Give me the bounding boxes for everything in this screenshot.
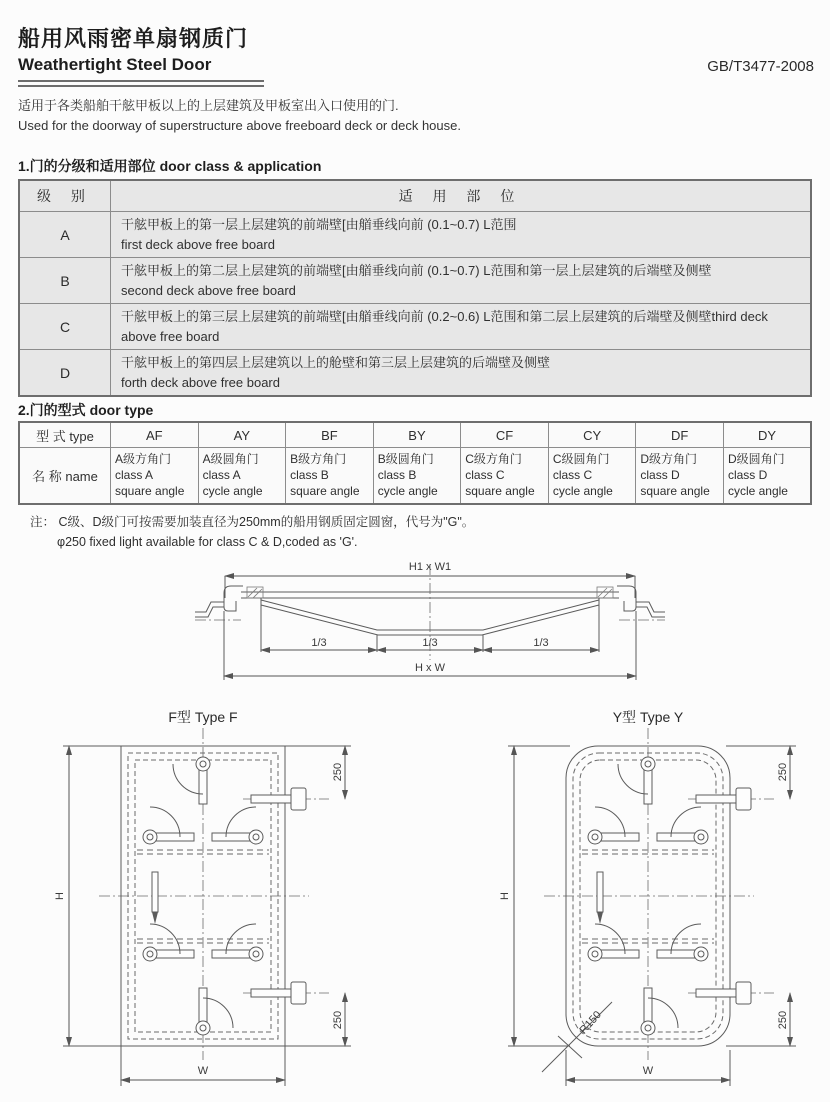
class-cell: D [19,350,111,397]
dim-label-h: H [499,892,511,900]
type-name-en2: square angle [465,484,535,499]
dog-clip [657,807,708,844]
row-header-name: 名 称 name [19,448,111,504]
type-f-label: F型 Type F [168,709,238,725]
application-cell [111,304,812,350]
type-name-zh: B级圆角门 [377,452,434,466]
application-en: first deck above free board [121,236,275,252]
application-zh: 干舷甲板上的第二层上层建筑的前端壁[由艏垂线向前 (0.1~0.7) L范围和第一层上层建筑的后端壁及侧壁 [121,263,712,278]
type-code: BY [373,422,461,448]
type-name-en1: class D [727,468,768,483]
type-name-en2: square angle [290,484,360,499]
type-code: DY [723,422,811,448]
intro-en: Used for the doorway of superstructure above freeboard deck or deck house. [18,118,461,133]
table-row [19,350,811,397]
dim-label-250: 250 [777,762,789,782]
type-name-cell [286,448,374,504]
class-cell: A [19,212,111,258]
hinge [243,982,329,1004]
type-name-cell [548,448,636,504]
type-code: AY [198,422,286,448]
dog-clip [618,757,655,804]
door-drawing-type-f [45,706,375,1102]
type-name-en1: class B [377,468,417,483]
dog-clip [588,807,639,844]
col-header-application: 适 用 部 位 [111,180,812,212]
type-name-cell [198,448,286,504]
type-name-cell [636,448,724,504]
dim-label-250: 250 [332,762,344,782]
application-zh: 干舷甲板上的第一层上层建筑的前端壁[由艏垂线向前 (0.1~0.7) L范围 [121,217,517,232]
page-header [18,22,264,87]
dog-clip [196,988,233,1035]
page-subtitle: Weathertight Steel Door [18,55,212,74]
intro-zh: 适用于各类船舶干舷甲板以上的上层建筑及甲板室出入口使用的门. [18,98,399,113]
dim-label-hw: H x W [415,662,445,674]
application-cell [111,350,812,397]
type-name-en1: class A [115,468,154,483]
dim-label-r150: R150 [577,1008,605,1037]
dim-label-250: 250 [332,1010,344,1030]
type-name-en1: class C [552,468,593,483]
type-name-zh: A级圆角门 [202,452,259,466]
type-name-en2: cycle angle [202,484,263,499]
application-en: third deck above free board [121,309,768,344]
type-name-en2: square angle [640,484,710,499]
door-section-drawing [195,558,665,696]
intro-text [18,96,778,136]
type-name-cell [111,448,199,504]
footnote-en: φ250 fixed light available for class C & D,coded as 'G'. [57,535,358,549]
type-name-zh: D级圆角门 [727,452,785,466]
type-name-en2: square angle [115,484,185,499]
type-name-en1: class C [465,468,505,483]
col-header-type: 型 式 type [19,422,111,448]
radius-callout [542,1002,612,1072]
type-name-en2: cycle angle [727,484,788,499]
dim-label-250: 250 [777,1010,789,1030]
type-code: AF [111,422,199,448]
application-text [121,307,800,346]
dog-clip [641,988,678,1035]
class-cell: C [19,304,111,350]
type-name-en2: cycle angle [377,484,438,499]
dim-label-third: 1/3 [422,637,438,649]
type-name-cell [723,448,811,504]
table-row [19,212,811,258]
type-name-zh: D级方角门 [640,452,698,466]
type-code: DF [636,422,724,448]
type-code: CY [548,422,636,448]
door-handle [152,872,158,924]
standard-number: GB/T3477-2008 [707,58,814,75]
application-zh: 干舷甲板上的第四层上层建筑以上的舱壁和第三层上层建筑的后端壁及侧壁 [121,355,551,370]
dim-label-w: W [197,1065,209,1077]
type-name-zh: C级方角门 [465,452,522,466]
class-cell: B [19,258,111,304]
type-name-en1: class D [640,468,680,483]
table-header-row [19,180,811,212]
application-cell [111,258,812,304]
table-row [19,258,811,304]
application-cell [111,212,812,258]
type-name-cell [461,448,549,504]
hinge [688,982,774,1004]
type-name-en1: class A [202,468,241,483]
door-handle [597,872,603,924]
application-en: forth deck above free board [121,374,280,390]
door-type-table [18,421,812,505]
dim-label-h: H [54,892,66,900]
type-y-label: Y型 Type Y [612,709,684,725]
dim-label-w: W [642,1065,654,1077]
type-name-zh: B级方角门 [290,452,347,466]
title-double-rule [18,80,264,87]
dim-label-third: 1/3 [533,637,549,649]
type-name-en2: cycle angle [552,484,613,499]
footnote-zh: 注： C级、D级门可按需要加装直径为250mm的船用钢质固定圆窗，代号为"G"。 [30,515,475,529]
door-class-table [18,179,812,397]
footnote [30,512,750,552]
type-name-en1: class B [290,468,329,483]
type-code: BF [286,422,374,448]
dog-clip [212,807,263,844]
type-name-zh: C级圆角门 [552,452,610,466]
section1-heading: 1.门的分级和适用部位 door class & application [18,158,322,174]
dim-label-third: 1/3 [311,637,327,649]
dog-clip [173,757,210,804]
application-en: second deck above free board [121,282,296,298]
door-drawing-type-y [490,706,820,1102]
type-name-zh: A级方角门 [115,452,172,466]
dog-clip [143,807,194,844]
table-row [19,304,811,350]
type-code-row [19,422,811,448]
page-title: 船用风雨密单扇钢质门 [18,26,249,51]
dim-label-h1w1: H1 x W1 [408,561,452,573]
type-name-row [19,448,811,504]
section2-heading: 2.门的型式 door type [18,402,154,418]
col-header-class: 级 别 [19,180,111,212]
type-code: CF [461,422,549,448]
application-zh: 干舷甲板上的第三层上层建筑的前端壁[由艏垂线向前 (0.2~0.6) L范围和第二层上层建筑的后端壁及侧壁 [121,309,712,324]
type-name-cell [373,448,461,504]
